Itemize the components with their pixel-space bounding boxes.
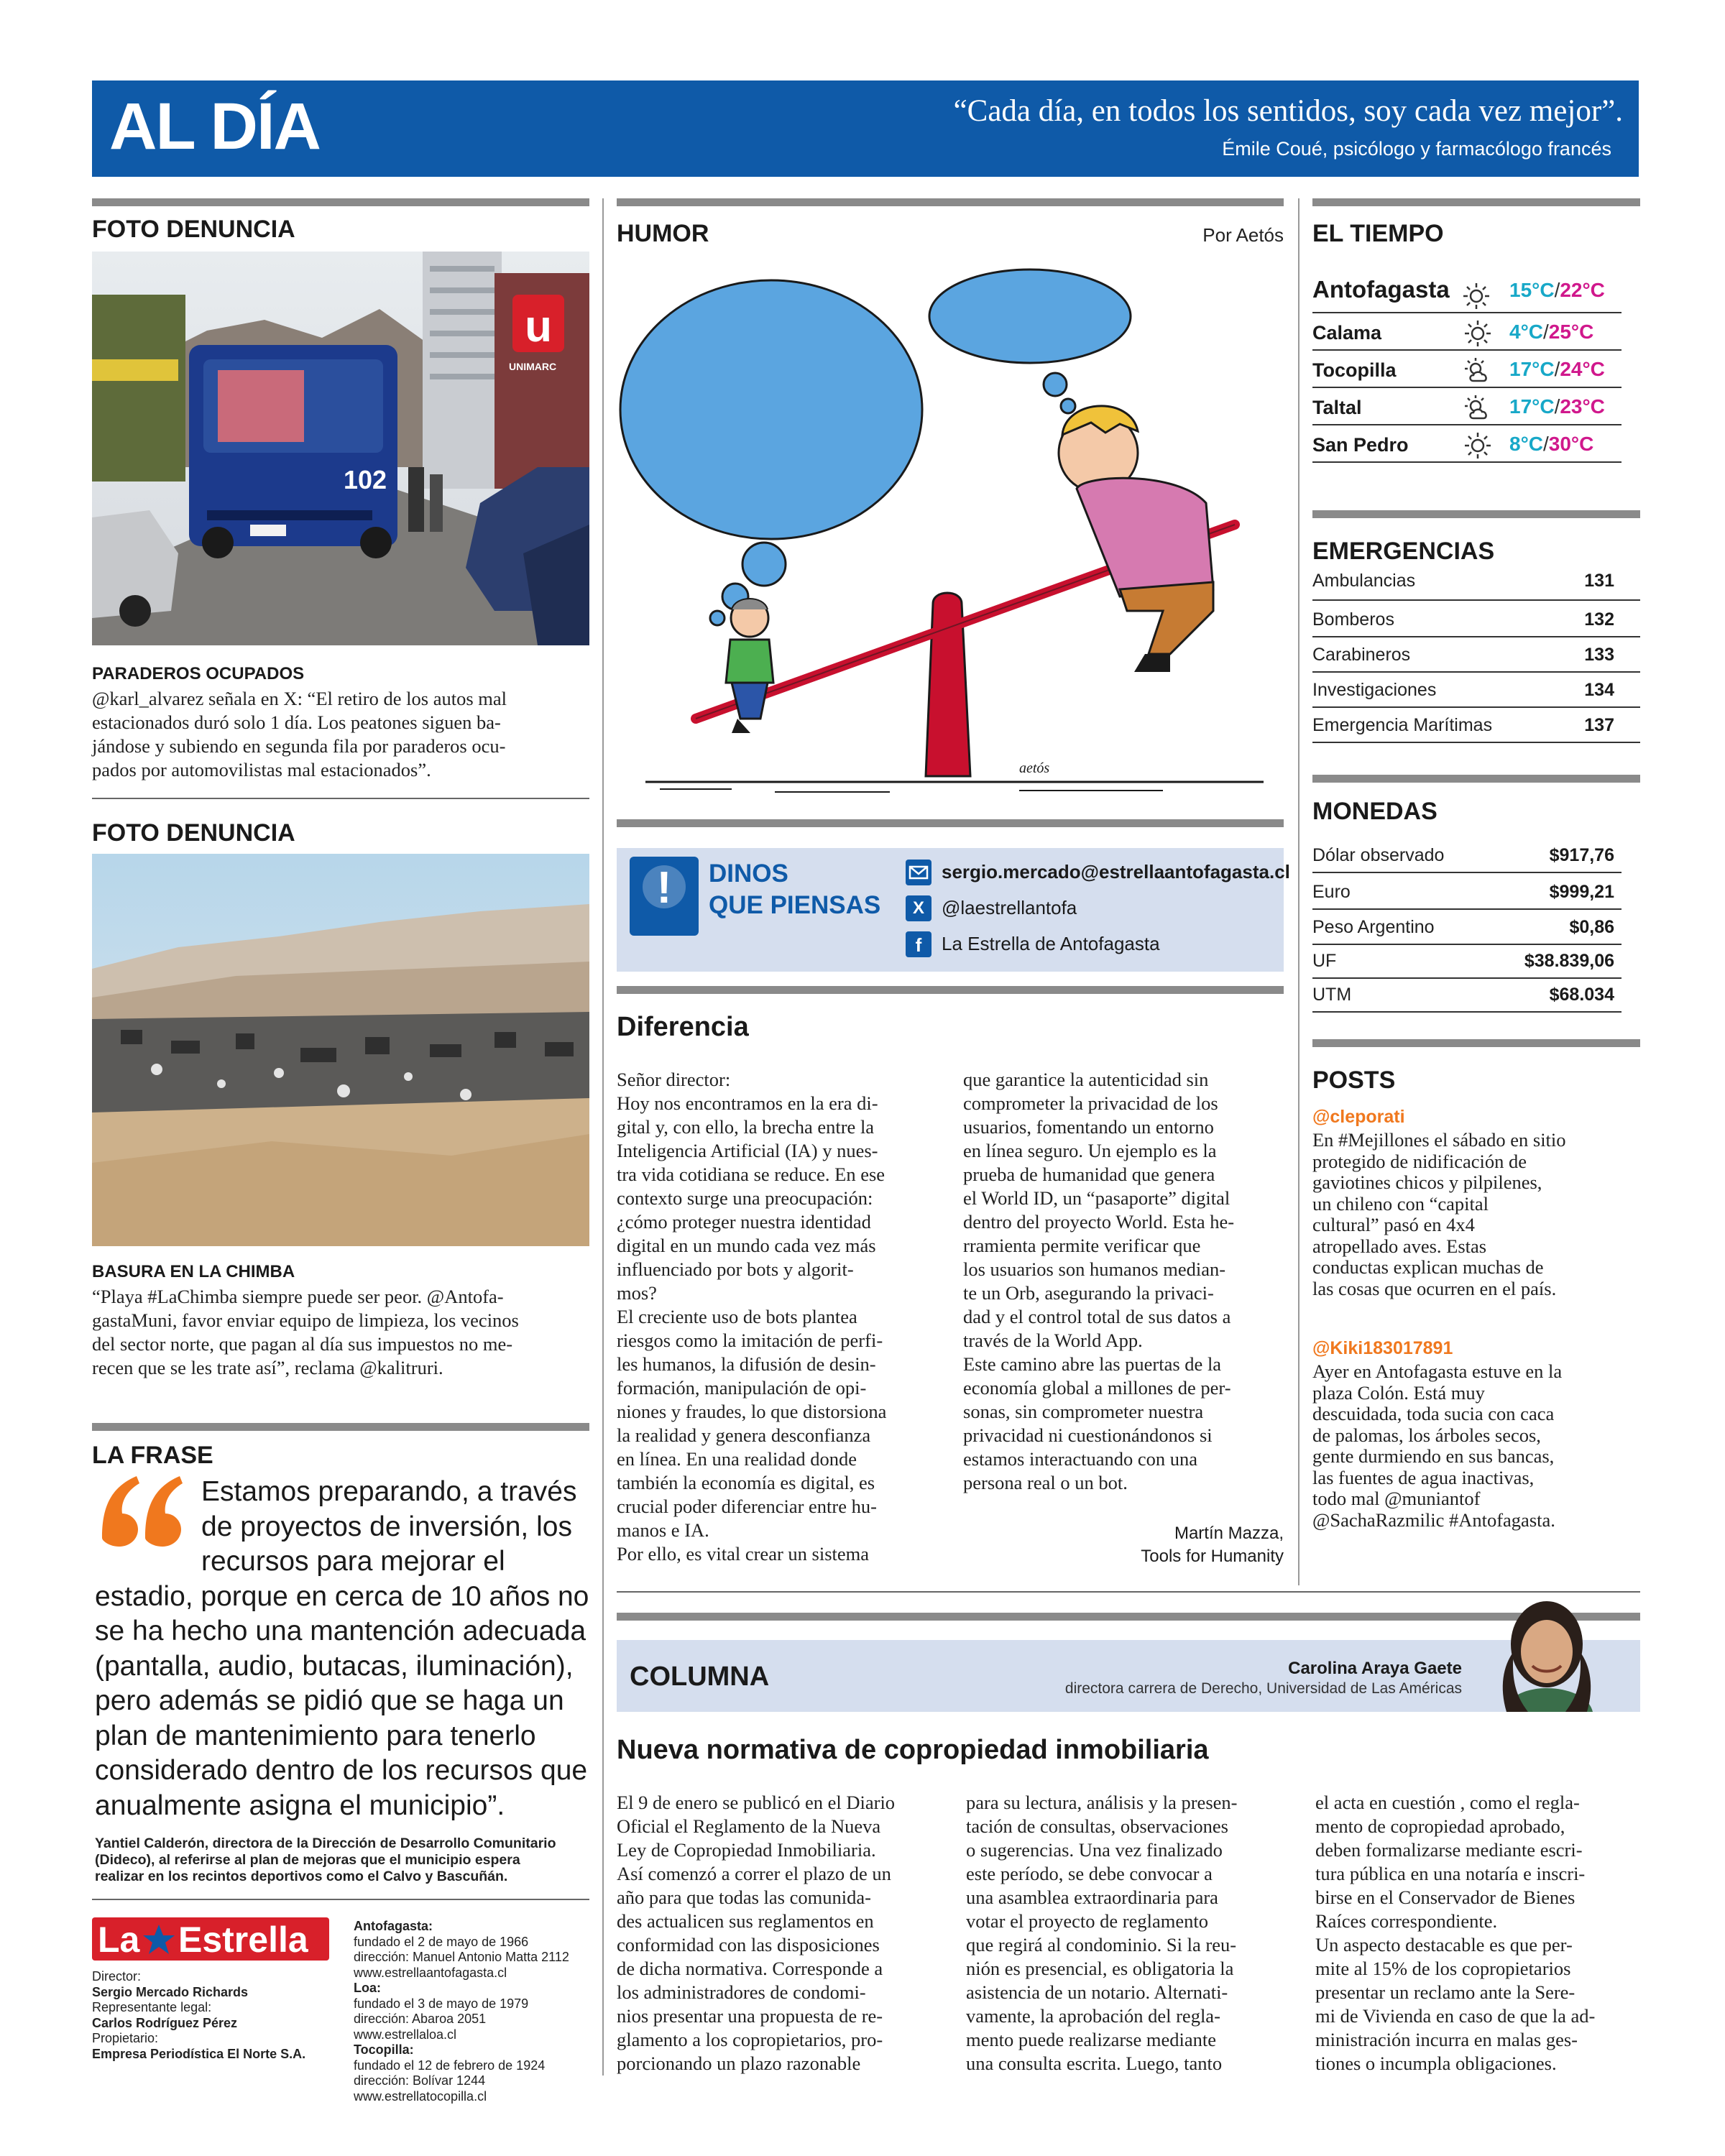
emergency-row [1312, 566, 1640, 601]
quote-line: recursos para mejorar el [201, 1546, 505, 1577]
sun-icon [1462, 282, 1491, 310]
column-line: Así comenzó a correr el plazo de un [617, 1863, 891, 1884]
column-line: El 9 de enero se publicó en el Diario [617, 1792, 896, 1813]
column-line: porcionando un plazo razonable [617, 2053, 861, 2074]
letter-line: Por ello, es vital crear un sistema [617, 1543, 870, 1565]
letter-line: mos? [617, 1282, 657, 1304]
column-line: Un aspecto destacable es que per- [1315, 1934, 1573, 1955]
quote-line: anualmente asigna el municipio”. [95, 1789, 505, 1821]
letter-line: prueba de humanidad que genera [963, 1164, 1215, 1185]
beach-trash-illustration [92, 854, 589, 1246]
caption-line: recen que se les trate así”, reclama @kalitruri. [92, 1357, 443, 1378]
temp-max: 25°C [1548, 321, 1594, 343]
edition-city: Tocopilla: [354, 2042, 414, 2057]
weather-temps [1509, 358, 1605, 381]
letter-line: rramienta permite verificar que [963, 1235, 1201, 1256]
edition-line: dirección: Abaroa 2051 [354, 2012, 487, 2026]
post-line: de palomas, los árboles secos, [1312, 1424, 1541, 1446]
emergencias-title: EMERGENCIAS [1312, 538, 1495, 565]
section-rule [617, 986, 1284, 994]
letter-line: el World ID, un “pasaporte” digital [963, 1187, 1230, 1209]
header-quote: “Cada día, en todos los sentidos, soy cada vez mejor”. [953, 94, 1623, 128]
post-line: descuidada, toda sucia con caca [1312, 1403, 1555, 1424]
post-handle[interactable]: @Kiki183017891 [1312, 1338, 1453, 1358]
section-rule [92, 198, 589, 206]
post-line: plaza Colón. Está muy [1312, 1381, 1485, 1404]
section-rule [1312, 198, 1640, 206]
column-line: mento puede realizarse mediante [966, 2029, 1217, 2050]
cartoon-signature: aetós [1019, 760, 1050, 776]
post-line: En #Mejillones el sábado en sitio [1312, 1129, 1566, 1151]
la-estrella-logo [92, 1917, 329, 1961]
la-frase-quote [92, 1475, 595, 1823]
weather-city: San Pedro [1312, 434, 1409, 456]
staff-line: Director: [92, 1969, 142, 1984]
letter-line: crucial poder diferenciar entre hu- [617, 1496, 877, 1517]
column-line: Raíces correspondiente. [1315, 1910, 1498, 1932]
weather-city: Tocopilla [1312, 359, 1397, 381]
quote-line: Estamos preparando, a través [201, 1476, 577, 1507]
column-line: deben formalizarse mediante escri- [1315, 1839, 1583, 1861]
edition-line: dirección: Bolívar 1244 [354, 2073, 486, 2088]
edition-line: fundado el 12 de febrero de 1924 [354, 2058, 546, 2073]
quote-line: plan de mantenimiento para tenerlo [95, 1720, 536, 1751]
foto-denuncia-title: FOTO DENUNCIA [92, 216, 295, 243]
section-rule [1312, 775, 1640, 783]
la-frase-title: LA FRASE [92, 1442, 213, 1469]
weather-temps [1509, 395, 1605, 418]
emergency-number: 133 [1584, 645, 1614, 665]
column-line: mi de Vivienda en caso de que la ad- [1315, 2005, 1596, 2027]
exclamation-glyph: ! [656, 863, 672, 913]
logo-text-left: La [98, 1920, 140, 1960]
letter-line: El creciente uso de bots plantea [617, 1306, 857, 1327]
masthead-divider [92, 1899, 589, 1900]
letter-line: la realidad y genera desconfianza [617, 1424, 871, 1446]
signature-org: Tools for Humanity [1141, 1547, 1284, 1566]
letter-line: Señor director: [617, 1069, 731, 1090]
column-line: ministración incurra en malas ges- [1315, 2029, 1578, 2050]
humor-byline: Por Aetós [1202, 224, 1284, 246]
dinos-title [709, 858, 880, 921]
bus-street-photo [92, 252, 589, 645]
currency-row [1312, 977, 1622, 1013]
column-headline: Nueva normativa de copropiedad inmobiliaria [617, 1735, 1209, 1765]
currency-label: UTM [1312, 985, 1352, 1005]
author-photo [1478, 1601, 1614, 1712]
letter-line: usuarios, fomentando un entorno [963, 1116, 1214, 1138]
caption-text [92, 687, 595, 782]
section-divider [92, 798, 589, 799]
caption-line: jándose y subiendo en segunda fila por paraderos ocu- [92, 735, 506, 757]
post-line: un chileno con “capital [1312, 1192, 1489, 1215]
column-line: mite al 15% de los copropietarios [1315, 1958, 1571, 1979]
emergency-row [1312, 602, 1640, 637]
column-line: tura pública en una notaría e inscri- [1315, 1863, 1586, 1884]
post-line: cultural” pasó en 4x4 [1312, 1214, 1475, 1235]
signature-name: Martín Mazza, [1174, 1524, 1284, 1543]
emergency-row [1312, 637, 1640, 673]
section-rule [92, 1423, 589, 1431]
letter-line: riesgos como la imitación de perfi- [617, 1330, 883, 1351]
column-text-2 [966, 1791, 1297, 2076]
bus-number: 102 [343, 465, 387, 494]
letter-line: sonas, sin comprometer nuestra [963, 1401, 1204, 1422]
dinos-que-piensas-box [617, 848, 1290, 972]
letter-line: digital en un mundo cada vez más [617, 1235, 876, 1256]
emergency-number: 137 [1584, 715, 1614, 735]
letter-line: te un Orb, asegurando la privaci- [963, 1282, 1214, 1304]
edition-line: dirección: Manuel Antonio Matta 2112 [354, 1950, 569, 1964]
letter-line: manos e IA. [617, 1519, 709, 1541]
post-line: Ayer en Antofagasta estuve en la [1312, 1360, 1563, 1382]
letter-line: en línea seguro. Un ejemplo es la [963, 1140, 1217, 1161]
temp-max: 24°C [1560, 358, 1605, 380]
attribution-line: (Dideco), al referirse al plan de mejoras que el municipio espera [95, 1852, 520, 1868]
letter-line: gital y, con ello, la brecha entre la [617, 1116, 875, 1138]
bus-street-illustration [92, 252, 589, 645]
edition-line: fundado el 3 de mayo de 1979 [354, 1996, 529, 2011]
masthead-staff [92, 1969, 322, 2062]
temp-min: 8°C [1509, 433, 1543, 455]
letter-line: contexto surge una preocupación: [617, 1187, 873, 1209]
emergency-label: Investigaciones [1312, 680, 1437, 700]
weather-city: Calama [1312, 322, 1382, 344]
star-icon [142, 1923, 175, 1956]
post-line: las fuentes de agua inactivas, [1312, 1466, 1535, 1488]
edition-link[interactable]: www.estrellaloa.cl [354, 2027, 457, 2042]
quote-line: se ha hecho una mantención adecuada [95, 1616, 586, 1646]
caption-title: BASURA EN LA CHIMBA [92, 1262, 295, 1281]
quote-line: de proyectos de inversión, los [201, 1511, 572, 1542]
column-line: presentar un reclamo ante la Sere- [1315, 1981, 1576, 2003]
x-social-icon: X [906, 895, 932, 921]
edition-link[interactable]: www.estrellatocopilla.cl [354, 2088, 487, 2104]
column-line: una consulta escrita. Luego, tanto [966, 2053, 1223, 2074]
column-text-3 [1315, 1791, 1643, 2076]
header-quote-author: Émile Coué, psicólogo y farmacólogo francés [1222, 138, 1611, 160]
emergency-row [1312, 673, 1640, 708]
emergency-label: Emergencia Marítimas [1312, 715, 1493, 735]
letter-line: tra vida cotidiana se reduce. En ese [617, 1164, 886, 1185]
weather-row [1312, 272, 1622, 313]
weather-row [1312, 315, 1622, 351]
post-text [1312, 1130, 1640, 1299]
letter-title: Diferencia [617, 1012, 749, 1042]
columna-title: COLUMNA [630, 1662, 770, 1692]
temp-min: 17°C [1509, 395, 1555, 418]
humor-cartoon [617, 252, 1284, 798]
temp-separator: / [1554, 358, 1560, 380]
column-line: votar el proyecto de reglamento [966, 1910, 1208, 1932]
column-line: conformidad con las disposiciones [617, 1934, 880, 1955]
quote-line: estadio, porque en cerca de 10 años no [95, 1580, 589, 1612]
author-portrait [1478, 1601, 1614, 1712]
letter-line: formación, manipulación de opi- [617, 1377, 867, 1399]
partly-cloudy-icon [1463, 394, 1492, 423]
author-name: Carolina Araya Gaete [1288, 1659, 1462, 1678]
email-link[interactable]: sergio.mercado@estrellaantofagasta.cl [942, 861, 1290, 883]
currency-row [1312, 910, 1622, 945]
caption-line: pados por automovilistas mal estacionados”. [92, 759, 431, 780]
temp-separator: / [1554, 279, 1560, 301]
letter-line: que garantice la autenticidad sin [963, 1069, 1209, 1090]
beach-trash-photo [92, 854, 589, 1246]
sun-icon [1463, 431, 1492, 460]
weather-row [1312, 352, 1622, 388]
edition-city: Antofagasta: [354, 1919, 433, 1933]
column-line: nios presentar una propuesta de re- [617, 2005, 883, 2027]
quote-line: pero además se pidió que se haga un [95, 1685, 564, 1716]
temp-separator: / [1543, 433, 1549, 455]
partly-cloudy-icon [1463, 356, 1492, 385]
monedas-title: MONEDAS [1312, 798, 1438, 825]
dinos-title-line: QUE PIENSAS [709, 891, 881, 919]
letter-line: también la economía es digital, es [617, 1472, 875, 1493]
post-line: todo mal @muniantof [1312, 1488, 1481, 1509]
attribution-line: realizar en los recintos deportivos como el Calvo y Bascuñán. [95, 1869, 508, 1884]
letter-line: ¿cómo proteger nuestra identidad [617, 1211, 871, 1233]
letter-line: privacidad ni cuestionándonos si [963, 1424, 1213, 1446]
temp-max: 23°C [1560, 395, 1605, 418]
post-line: atropellado aves. Estas [1312, 1235, 1487, 1257]
letter-line: comprometer la privacidad de los [963, 1092, 1218, 1114]
staff-line: Carlos Rodríguez Pérez [92, 2015, 238, 2030]
emergency-label: Bomberos [1312, 609, 1394, 630]
letter-line: Hoy nos encontramos en la era di- [617, 1092, 878, 1114]
speech-bubble-icon [630, 857, 699, 936]
column-line: tación de consultas, observaciones [966, 1815, 1228, 1837]
temp-min: 17°C [1509, 358, 1555, 380]
column-line: los administradores de condomi- [617, 1981, 866, 2003]
letter-line: les humanos, la difusión de desin- [617, 1353, 876, 1375]
staff-line: Empresa Periodística El Norte S.A. [92, 2046, 306, 2061]
email-icon [906, 860, 932, 885]
staff-line: Representante legal: [92, 2000, 212, 2014]
temp-separator: / [1543, 321, 1549, 343]
temp-min: 15°C [1509, 279, 1555, 301]
weather-row [1312, 390, 1622, 425]
edition-link[interactable]: www.estrellaantofagasta.cl [354, 1965, 507, 1980]
caption-line: estacionados duró solo 1 día. Los peatones siguen ba- [92, 711, 501, 733]
posts-title: POSTS [1312, 1067, 1396, 1094]
weather-temps [1509, 321, 1593, 344]
column-divider [602, 198, 604, 2076]
currency-value: $0,86 [1569, 917, 1614, 937]
seesaw-cartoon [617, 252, 1284, 798]
emergency-number: 132 [1584, 609, 1614, 630]
currency-value: $68.034 [1549, 985, 1614, 1005]
currency-label: Peso Argentino [1312, 917, 1435, 937]
currency-row [1312, 875, 1622, 910]
post-line: conductas explican muchas de [1312, 1256, 1544, 1278]
weather-city: Taltal [1312, 397, 1362, 418]
quote-line: considerado dentro de los recursos que [95, 1755, 588, 1786]
currency-value: $999,21 [1549, 882, 1614, 902]
letter-line: niones y fraudes, lo que distorsiona [617, 1401, 887, 1422]
column-line: tiones o incumpla obligaciones. [1315, 2053, 1557, 2074]
author-role: directora carrera de Derecho, Universidad de Las Américas [1064, 1680, 1462, 1697]
quote-line: (pantalla, audio, butacas, iluminación), [95, 1650, 574, 1682]
weather-city: Antofagasta [1312, 276, 1450, 303]
column-line: nión es presencial, es obligatoria la [966, 1958, 1234, 1979]
currency-value: $38.839,06 [1524, 951, 1614, 971]
column-line: mento de copropiedad aprobado, [1315, 1815, 1565, 1837]
emergency-label: Carabineros [1312, 645, 1411, 665]
letter-line: los usuarios son humanos median- [963, 1258, 1226, 1280]
currency-row [1312, 838, 1622, 873]
currency-label: Euro [1312, 882, 1351, 902]
column-line: de dicha normativa. Corresponde a [617, 1958, 883, 1979]
column-divider [1298, 198, 1300, 1585]
post-handle[interactable]: @cleporati [1312, 1107, 1405, 1127]
column-line: asistencia de un notario. Alternati- [966, 1981, 1228, 2003]
section-rule [1312, 1039, 1640, 1047]
weather-temps [1509, 433, 1593, 456]
logo-text-right: Estrella [178, 1920, 308, 1960]
section-rule [617, 198, 1284, 206]
store-logo: u [525, 302, 552, 351]
edition-line: fundado el 2 de mayo de 1966 [354, 1934, 529, 1949]
post-line: gente durmiendo en sus bancas, [1312, 1445, 1555, 1467]
section-divider [617, 1591, 1640, 1593]
weather-row [1312, 427, 1622, 463]
letter-line: dentro del proyecto World. Esta he- [963, 1211, 1235, 1233]
temp-min: 4°C [1509, 321, 1543, 343]
column-text-1 [617, 1791, 947, 2076]
currency-label: UF [1312, 951, 1337, 971]
column-line: para su lectura, análisis y la presen- [966, 1792, 1238, 1813]
letter-column-2 [963, 1068, 1284, 1495]
temp-max: 22°C [1560, 279, 1605, 301]
attribution-line: Yantiel Calderón, directora de la Dirección de Desarrollo Comunitario [95, 1835, 556, 1851]
column-line: año para que todas las comunida- [617, 1886, 871, 1908]
facebook-link[interactable]: La Estrella de Antofagasta [942, 933, 1160, 954]
currency-row [1312, 944, 1622, 979]
section-header-bar [92, 80, 1639, 177]
caption-title: PARADEROS OCUPADOS [92, 664, 305, 683]
masthead-editions [354, 1919, 598, 2104]
letter-line: Inteligencia Artificial (IA) y nues- [617, 1140, 878, 1161]
staff-line: Sergio Mercado Richards [92, 1984, 249, 1999]
post-line: protegido de nidificación de [1312, 1150, 1527, 1172]
post-line: @SachaRazmilic #Antofagasta. [1312, 1508, 1555, 1531]
caption-text [92, 1285, 595, 1380]
letter-line: estamos interactuando con una [963, 1448, 1197, 1470]
currency-value: $917,76 [1549, 845, 1614, 865]
column-line: Ley de Copropiedad Inmobiliaria. [617, 1839, 876, 1861]
post-line: las cosas que ocurren en el país. [1312, 1277, 1557, 1299]
letter-line: través de la World App. [963, 1330, 1143, 1351]
letter-line: dad y el control total de sus datos a [963, 1306, 1231, 1327]
post-line: gaviotines chicos y pilpilenes, [1312, 1171, 1542, 1193]
dinos-title-line: DINOS [709, 860, 788, 888]
post-text [1312, 1361, 1640, 1531]
caption-line: “Playa #LaChimba siempre puede ser peor. @Antofa- [92, 1286, 504, 1307]
el-tiempo-title: EL TIEMPO [1312, 220, 1444, 247]
store-sign: UNIMARC [509, 361, 557, 372]
emergency-number: 131 [1584, 571, 1614, 591]
la-frase-attribution [95, 1835, 598, 1885]
section-title: AL DÍA [109, 90, 320, 163]
staff-line: Propietario: [92, 2031, 159, 2045]
emergency-number: 134 [1584, 680, 1614, 700]
foto-denuncia-title: FOTO DENUNCIA [92, 819, 295, 847]
column-line: este período, se debe convocar a [966, 1863, 1213, 1884]
temp-separator: / [1554, 395, 1560, 418]
letter-signature [1035, 1522, 1284, 1568]
column-line: una asamblea extraordinaria para [966, 1886, 1218, 1908]
letter-line: persona real o un bot. [963, 1472, 1128, 1493]
caption-line: del sector norte, que pagan al día sus impuestos no me- [92, 1333, 513, 1355]
column-line: que regirá al condominio. Si la reu- [966, 1934, 1237, 1955]
column-line: des actualicen sus reglamentos en [617, 1910, 874, 1932]
letter-line: influenciado por bots y algorit- [617, 1258, 854, 1280]
edition-city: Loa: [354, 1981, 381, 1995]
section-rule [1312, 510, 1640, 518]
sun-icon [1463, 319, 1492, 348]
letter-column-1 [617, 1068, 937, 1566]
letter-line: economía global a millones de per- [963, 1377, 1231, 1399]
emergency-label: Ambulancias [1312, 571, 1416, 591]
x-handle-link[interactable]: @laestrellantofa [942, 897, 1077, 918]
column-line: vamente, la aprobación del regla- [966, 2005, 1220, 2027]
caption-line: @karl_alvarez señala en X: “El retiro de los autos mal [92, 688, 507, 709]
column-line: o sugerencias. Una vez finalizado [966, 1839, 1223, 1861]
column-line: birse en el Conservador de Bienes [1315, 1886, 1576, 1908]
currency-label: Dólar observado [1312, 845, 1445, 865]
column-line: Oficial el Reglamento de la Nueva [617, 1815, 881, 1837]
column-line: el acta en cuestión , como el regla- [1315, 1792, 1580, 1813]
caption-line: gastaMuni, favor enviar equipo de limpieza, los vecinos [92, 1309, 519, 1331]
facebook-icon: f [906, 931, 932, 957]
section-rule [617, 819, 1284, 827]
humor-title: HUMOR [617, 220, 709, 247]
weather-temps [1509, 279, 1605, 302]
column-line: glamento a los copropietarios, pro- [617, 2029, 883, 2050]
letter-line: en línea. En una realidad donde [617, 1448, 857, 1470]
emergency-row [1312, 708, 1640, 743]
temp-max: 30°C [1548, 433, 1594, 455]
letter-line: Este camino abre las puertas de la [963, 1353, 1222, 1375]
